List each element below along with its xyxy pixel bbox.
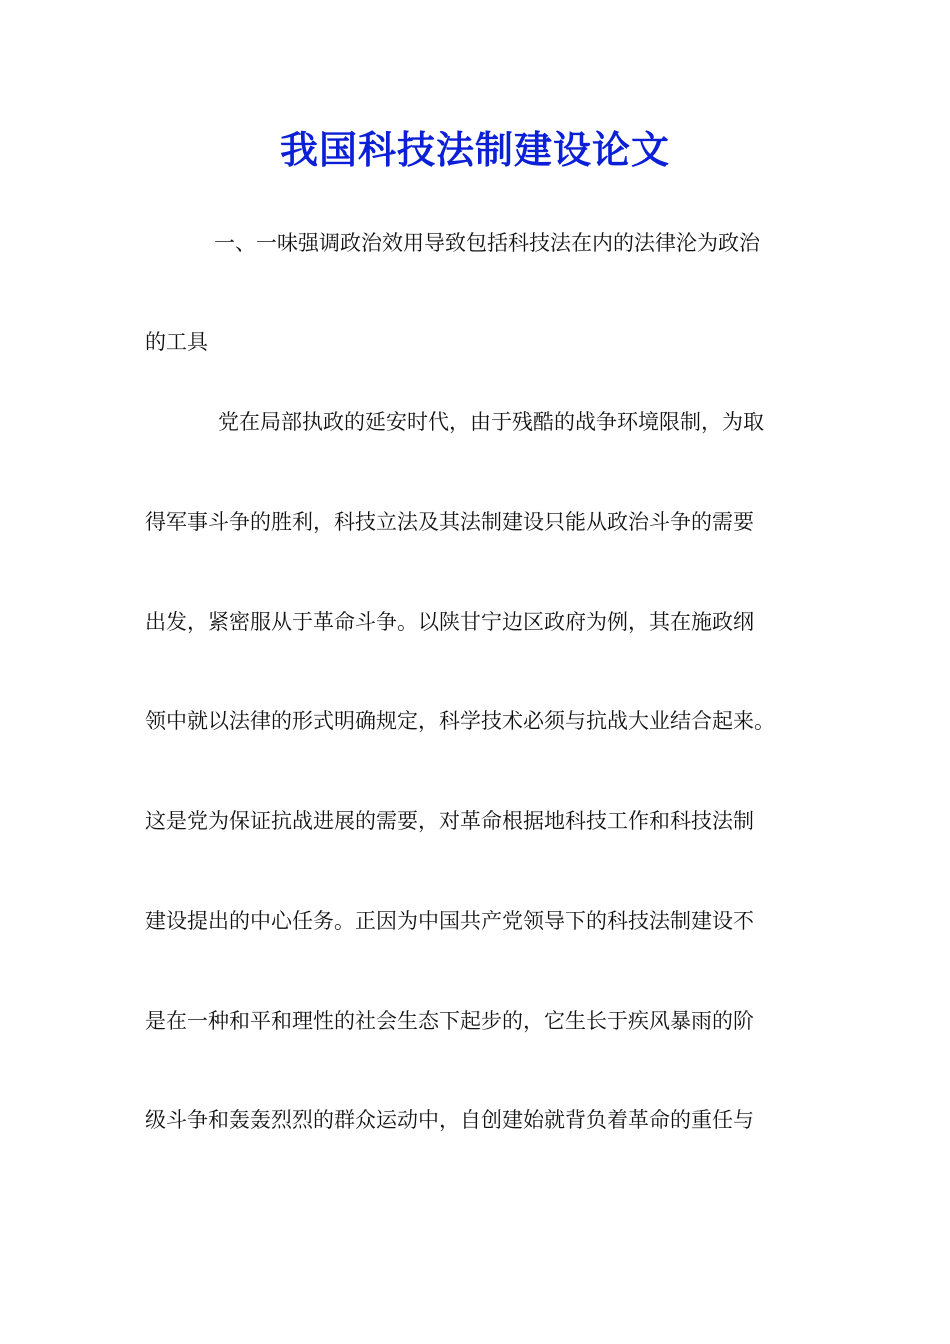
paragraph-line-2: 得军事斗争的胜利，科技立法及其法制建设只能从政治斗争的需要	[145, 510, 754, 534]
paragraph-line-8: 级斗争和轰轰烈烈的群众运动中，自创建始就背负着革命的重任与	[145, 1108, 754, 1132]
section-heading-line-2: 的工具	[145, 330, 208, 354]
paragraph-line-5: 这是党为保证抗战进展的需要，对革命根据地科技工作和科技法制	[145, 809, 754, 833]
section-heading-line-1: 一、一味强调政治效用导致包括科技法在内的法律沦为政治	[214, 231, 760, 255]
paragraph-line-4: 领中就以法律的形式明确规定，科学技术必须与抗战大业结合起来。	[145, 709, 775, 733]
paragraph-line-7: 是在一种和平和理性的社会生态下起步的，它生长于疾风暴雨的阶	[145, 1009, 754, 1033]
document-title: 我国科技法制建设论文	[279, 127, 670, 172]
paragraph-line-1: 党在局部执政的延安时代，由于残酷的战争环境限制，为取	[218, 410, 764, 434]
paragraph-line-3: 出发，紧密服从于革命斗争。以陕甘宁边区政府为例，其在施政纲	[145, 610, 754, 634]
paragraph-line-6: 建设提出的中心任务。正因为中国共产党领导下的科技法制建设不	[145, 909, 754, 933]
